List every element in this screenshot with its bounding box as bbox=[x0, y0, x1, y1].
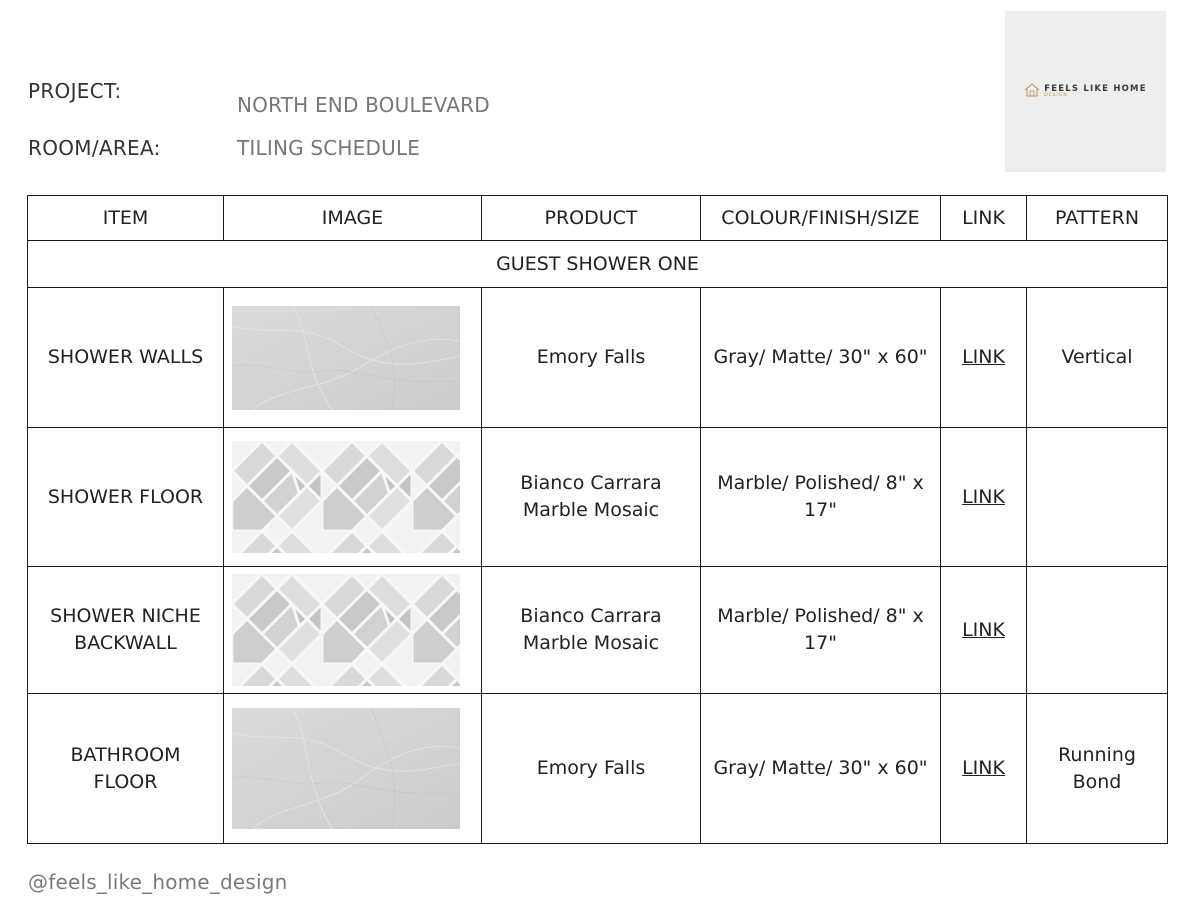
room-area-label: ROOM/AREA: bbox=[28, 136, 161, 160]
product-cell: Bianco Carrara Marble Mosaic bbox=[482, 428, 701, 567]
link-cell bbox=[941, 567, 1027, 694]
logo-name: FEELS LIKE HOME bbox=[1044, 83, 1147, 94]
herringbone-marble-mosaic-image bbox=[232, 574, 460, 686]
spec-cell: Marble/ Polished/ 8" x 17" bbox=[701, 567, 941, 694]
spec-cell: Gray/ Matte/ 30" x 60" bbox=[701, 288, 941, 428]
room-area-value: TILING SCHEDULE bbox=[237, 136, 421, 160]
table-row bbox=[28, 694, 1168, 844]
column-header-colour-finish-size: COLOUR/FINISH/SIZE bbox=[701, 196, 941, 241]
product-link[interactable]: LINK bbox=[962, 618, 1005, 641]
house-icon bbox=[1024, 82, 1040, 101]
tiling-schedule-table bbox=[27, 195, 1168, 844]
gray-marble-slab-image bbox=[232, 306, 460, 410]
gray-marble-slab-image bbox=[232, 708, 460, 829]
logo-subtitle: DESIGN bbox=[1044, 93, 1068, 98]
section-row bbox=[28, 241, 1168, 288]
pattern-cell bbox=[1027, 428, 1168, 567]
herringbone-marble-mosaic-image bbox=[232, 441, 460, 553]
pattern-cell: Running Bond bbox=[1027, 694, 1168, 844]
image-cell bbox=[224, 428, 482, 567]
link-cell bbox=[941, 694, 1027, 844]
table-row bbox=[28, 288, 1168, 428]
column-header-item: ITEM bbox=[28, 196, 224, 241]
product-link[interactable]: LINK bbox=[962, 346, 1005, 369]
image-cell bbox=[224, 288, 482, 428]
project-value: NORTH END BOULEVARD bbox=[237, 93, 490, 117]
product-link[interactable]: LINK bbox=[962, 757, 1005, 780]
column-header-pattern: PATTERN bbox=[1027, 196, 1168, 241]
pattern-cell: Vertical bbox=[1027, 288, 1168, 428]
spec-cell: Marble/ Polished/ 8" x 17" bbox=[701, 428, 941, 567]
logo bbox=[1005, 11, 1166, 172]
column-header-product: PRODUCT bbox=[482, 196, 701, 241]
spec-cell: Gray/ Matte/ 30" x 60" bbox=[701, 694, 941, 844]
table-header-row bbox=[28, 196, 1168, 241]
product-cell: Emory Falls bbox=[482, 288, 701, 428]
product-link[interactable]: LINK bbox=[962, 485, 1005, 508]
product-cell: Emory Falls bbox=[482, 694, 701, 844]
instagram-handle: @feels_like_home_design bbox=[28, 870, 288, 894]
image-cell bbox=[224, 567, 482, 694]
item-cell: BATHROOM FLOOR bbox=[28, 694, 224, 844]
image-cell bbox=[224, 694, 482, 844]
pattern-cell bbox=[1027, 567, 1168, 694]
column-header-link: LINK bbox=[941, 196, 1027, 241]
item-cell: SHOWER FLOOR bbox=[28, 428, 224, 567]
section-title: GUEST SHOWER ONE bbox=[28, 241, 1168, 288]
table-row bbox=[28, 428, 1168, 567]
link-cell bbox=[941, 288, 1027, 428]
column-header-image: IMAGE bbox=[224, 196, 482, 241]
product-cell: Bianco Carrara Marble Mosaic bbox=[482, 567, 701, 694]
table-row bbox=[28, 567, 1168, 694]
project-label: PROJECT: bbox=[28, 79, 122, 103]
item-cell: SHOWER WALLS bbox=[28, 288, 224, 428]
link-cell bbox=[941, 428, 1027, 567]
item-cell: SHOWER NICHE BACKWALL bbox=[28, 567, 224, 694]
